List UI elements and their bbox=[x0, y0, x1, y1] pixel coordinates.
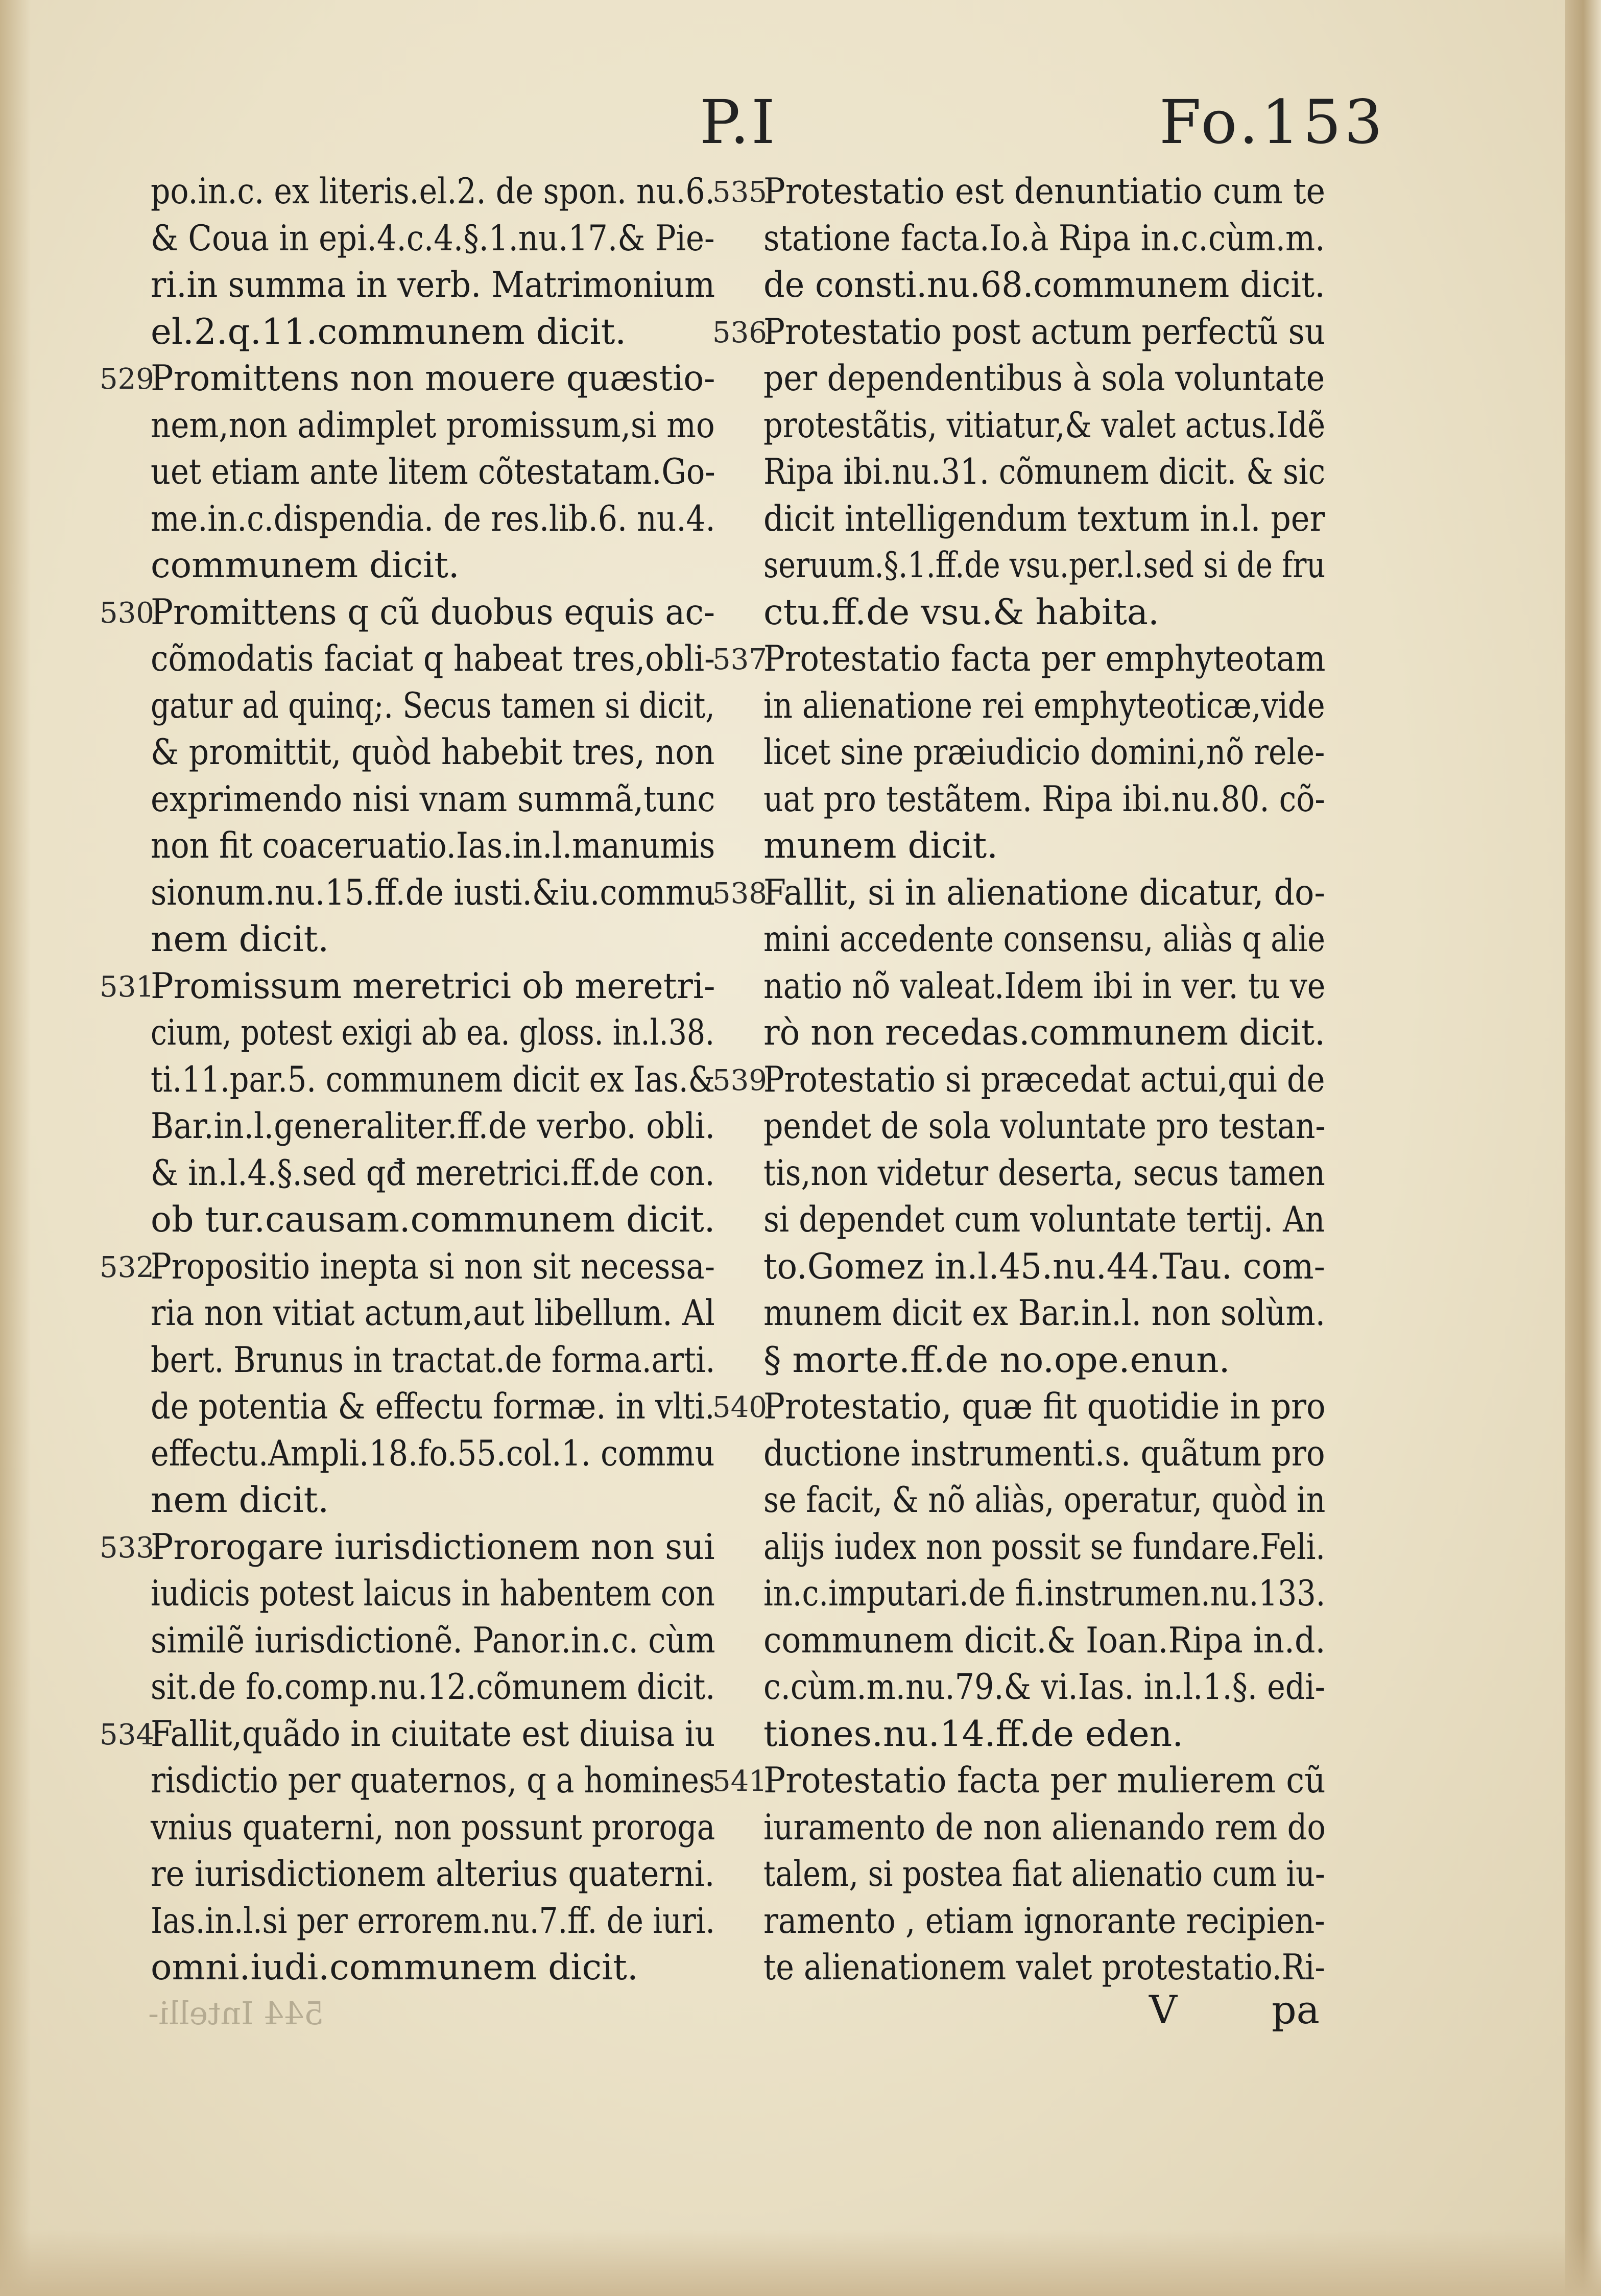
text-line: Propositio inepta si non sit necessa- bbox=[151, 1246, 715, 1287]
entry-number: 530 bbox=[100, 596, 154, 630]
text-line: el.2.q.11.communem dicit. bbox=[151, 311, 627, 352]
text-line: Protestatio facta per mulierem cũ bbox=[763, 1760, 1326, 1801]
text-line: protestãtis, vitiatur,& valet actus.Idẽ bbox=[763, 405, 1326, 446]
entry-number: 537 bbox=[712, 643, 767, 676]
folio-number: Fo.153 bbox=[1159, 87, 1386, 157]
text-line: nem dicit. bbox=[151, 1480, 329, 1521]
text-line: licet sine præiudicio domini,nõ rele- bbox=[763, 732, 1325, 773]
left-column bbox=[100, 169, 715, 1992]
entry bbox=[100, 1524, 715, 1711]
entry bbox=[100, 589, 715, 963]
entry bbox=[712, 309, 1325, 636]
entry bbox=[712, 1758, 1325, 1992]
text-line: talem, si postea fiat alienatio cum iu- bbox=[763, 1854, 1325, 1895]
text-line: sionum.nu.15.ff.de iusti.&iu.commu bbox=[151, 872, 715, 913]
text-line: munem dicit ex Bar.in.l. non solùm. bbox=[763, 1293, 1326, 1334]
text-line: Protestatio est denuntiatio cum te bbox=[763, 171, 1326, 212]
catchword: pa bbox=[1272, 1987, 1320, 2032]
right-column bbox=[712, 169, 1325, 1992]
entry-number: 536 bbox=[712, 316, 767, 349]
text-line: communem dicit.& Ioan.Ripa in.d. bbox=[763, 1620, 1326, 1661]
bottom-edge bbox=[0, 2230, 1601, 2296]
text-line: Protestatio post actum perfectũ su bbox=[763, 311, 1325, 352]
text-line: dicit intelligendum textum in.l. per bbox=[763, 498, 1325, 539]
text-line: omni.iudi.communem dicit. bbox=[151, 1947, 638, 1988]
text-line: Bar.in.l.generaliter.ff.de verbo. obli. bbox=[151, 1106, 715, 1147]
text-line: Ripa ibi.nu.31. cõmunem dicit. & sic bbox=[763, 452, 1326, 492]
text-line: natio nõ valeat.Idem ibi in ver. tu ve bbox=[763, 965, 1326, 1007]
text-line: similẽ iurisdictionẽ. Panor.in.c. cùm bbox=[151, 1620, 715, 1661]
text-line: Prorogare iurisdictionem non sui bbox=[151, 1526, 715, 1568]
text-line: uat pro testãtem. Ripa ibi.nu.80. cõ- bbox=[763, 778, 1325, 820]
text-line: ria non vitiat actum,aut libellum. Al bbox=[151, 1293, 715, 1334]
entry bbox=[100, 169, 715, 356]
text-line: si dependet cum voluntate tertij. An bbox=[763, 1199, 1325, 1240]
text-line: per dependentibus à sola voluntate bbox=[763, 358, 1325, 399]
text-line: iudicis potest laicus in habentem con bbox=[151, 1573, 715, 1614]
text-line: Protestatio facta per emphyteotam bbox=[763, 638, 1326, 679]
entry bbox=[712, 636, 1325, 870]
text-line: effectu.Ampli.18.fo.55.col.1. commu bbox=[151, 1433, 715, 1474]
entry-number: 540 bbox=[712, 1391, 767, 1424]
text-line: nem,non adimplet promissum,si mo bbox=[151, 405, 715, 446]
text-line: alijs iudex non possit se fundare.Feli. bbox=[763, 1526, 1325, 1568]
text-line: risdictio per quaternos, q a homines bbox=[151, 1760, 715, 1801]
text-line: tis,non videtur deserta, secus tamen bbox=[763, 1152, 1325, 1194]
text-line: communem dicit. bbox=[151, 545, 460, 586]
entry bbox=[712, 1057, 1325, 1384]
text-line: de consti.nu.68.communem dicit. bbox=[763, 265, 1325, 305]
text-line: mini accedente consensu, aliàs q alie bbox=[763, 919, 1325, 960]
text-line: § morte.ff.de no.ope.enun. bbox=[763, 1339, 1230, 1381]
text-line: ti.11.par.5. communem dicit ex Ias.& bbox=[151, 1059, 715, 1100]
entry bbox=[712, 870, 1325, 1057]
text-line: in.c.imputari.de fi.instrumen.nu.133. bbox=[763, 1573, 1326, 1614]
text-line: rò non recedas.communem dicit. bbox=[763, 1012, 1326, 1053]
text-line: & promittit, quòd habebit tres, non bbox=[151, 732, 715, 773]
entry bbox=[100, 1711, 715, 1992]
text-line: Ias.in.l.si per errorem.nu.7.ff. de iuri. bbox=[151, 1900, 715, 1942]
text-line: de potentia & effectu formæ. in vlti. bbox=[151, 1386, 715, 1427]
text-line: Promittens q cũ duobus equis ac- bbox=[151, 591, 715, 633]
text-line: seruum.§.1.ff.de vsu.per.l.sed si de fru bbox=[763, 545, 1326, 586]
text-line: statione facta.Io.à Ripa in.c.cùm.m. bbox=[763, 218, 1325, 259]
text-line: ramento , etiam ignorante recipien- bbox=[763, 1900, 1325, 1942]
page-header bbox=[0, 87, 1601, 163]
text-line: Promissum meretrici ob meretri- bbox=[151, 965, 715, 1007]
entry bbox=[100, 356, 715, 589]
text-line: gatur ad quinq;. Secus tamen si dicit, bbox=[151, 685, 715, 726]
text-line: vnius quaterni, non possunt proroga bbox=[151, 1807, 715, 1848]
entry-number: 539 bbox=[712, 1063, 767, 1097]
text-line: re iurisdictionem alterius quaterni. bbox=[151, 1854, 715, 1895]
entry bbox=[712, 1384, 1325, 1758]
text-line: tiones.nu.14.ff.de eden. bbox=[763, 1713, 1184, 1755]
text-line: ob tur.causam.communem dicit. bbox=[151, 1199, 715, 1240]
entry-number: 535 bbox=[712, 176, 767, 209]
text-line: to.Gomez in.l.45.nu.44.Tau. com- bbox=[763, 1246, 1325, 1287]
text-line: in alienatione rei emphyteoticæ,vide bbox=[763, 685, 1325, 726]
text-line: nem dicit. bbox=[151, 919, 329, 960]
text-line: te alienationem valet protestatio.Ri- bbox=[763, 1947, 1325, 1988]
text-line: & Coua in epi.4.c.4.§.1.nu.17.& Pie- bbox=[151, 218, 715, 259]
entry-number: 529 bbox=[100, 363, 154, 396]
text-line: Promittens non mouere quæstio- bbox=[151, 358, 715, 399]
text-line: cõmodatis faciat q habeat tres,obli- bbox=[151, 638, 715, 679]
spine-shadow bbox=[0, 0, 31, 2296]
text-line: me.in.c.dispendia. de res.lib.6. nu.4. bbox=[151, 498, 715, 539]
text-line: uet etiam ante litem cõtestatam.Go- bbox=[151, 452, 715, 492]
entry-number: 532 bbox=[100, 1250, 154, 1284]
text-line: ductione instrumenti.s. quãtum pro bbox=[763, 1433, 1325, 1474]
text-line: munem dicit. bbox=[763, 825, 998, 866]
text-line: exprimendo nisi vnam summã,tunc bbox=[151, 778, 715, 820]
text-line: ri.in summa in verb. Matrimonium bbox=[151, 265, 715, 305]
entry bbox=[100, 963, 715, 1244]
text-line: sit.de fo.comp.nu.12.cõmunem dicit. bbox=[151, 1667, 715, 1708]
entry-number: 534 bbox=[100, 1718, 154, 1751]
text-line: ctu.ff.de vsu.& habita. bbox=[763, 591, 1159, 633]
entry-number: 531 bbox=[100, 970, 154, 1004]
text-line: Protestatio si præcedat actui,qui de bbox=[763, 1059, 1325, 1100]
entry bbox=[100, 1244, 715, 1524]
text-line: non fit coaceruatio.Ias.in.l.manumis bbox=[151, 825, 715, 866]
text-line: bert. Brunus in tractat.de forma.arti. bbox=[151, 1339, 715, 1381]
text-line: c.cùm.m.nu.79.& vi.Ias. in.l.1.§. edi- bbox=[763, 1667, 1325, 1708]
text-line: Fallit,quãdo in ciuitate est diuisa iu bbox=[151, 1713, 715, 1755]
text-line: pendet de sola voluntate pro testan- bbox=[763, 1106, 1326, 1147]
page-edge bbox=[1565, 0, 1601, 2296]
text-line: po.in.c. ex literis.el.2. de spon. nu.6. bbox=[151, 171, 715, 212]
entry-number: 541 bbox=[712, 1765, 767, 1798]
text-line: & in.l.4.§.sed qđ meretrici.ff.de con. bbox=[151, 1152, 715, 1194]
text-line: Fallit, si in alienatione dicatur, do- bbox=[763, 872, 1325, 913]
text-line: se facit, & nõ aliàs, operatur, quòd in bbox=[763, 1480, 1326, 1521]
text-line: cium, potest exigi ab ea. gloss. in.l.38. bbox=[151, 1012, 715, 1053]
gathering-mark: V bbox=[1149, 1987, 1177, 2032]
text-line: Protestatio, quæ fit quotidie in pro bbox=[763, 1386, 1326, 1427]
entry bbox=[712, 169, 1325, 309]
entry-number: 533 bbox=[100, 1531, 154, 1565]
text-line: iuramento de non alienando rem do bbox=[763, 1807, 1326, 1848]
bleed-through-text: 544 Intelli- bbox=[148, 1995, 324, 2032]
page-footer bbox=[0, 1987, 1601, 2048]
entry-number: 538 bbox=[712, 877, 767, 910]
signature-mark: P.I bbox=[700, 87, 777, 157]
